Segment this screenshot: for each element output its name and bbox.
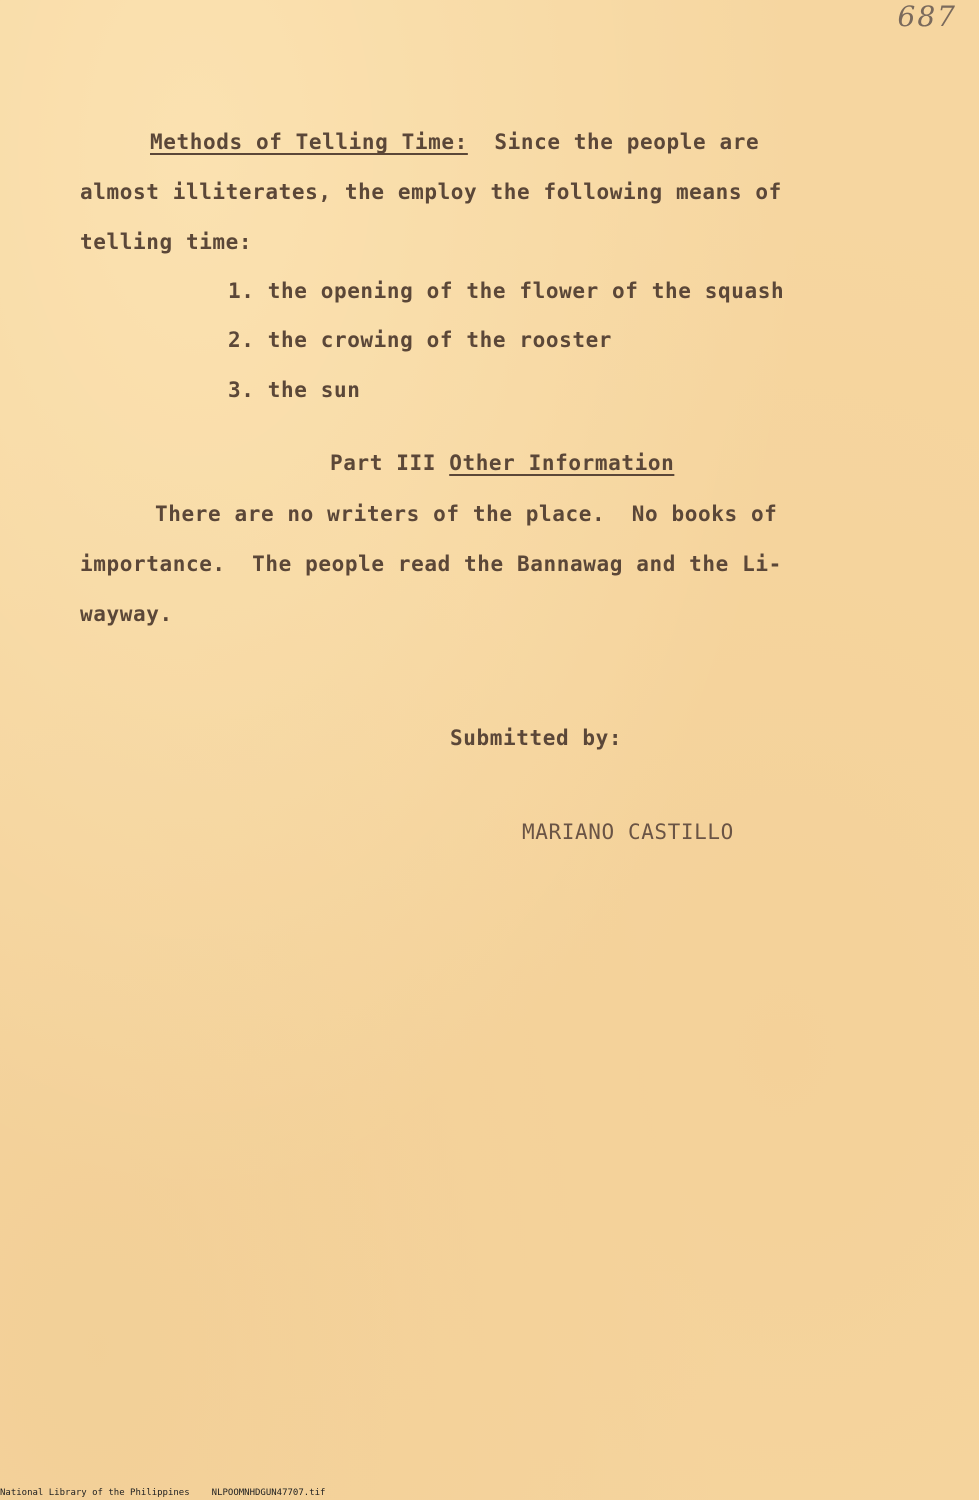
footer-source: National Library of the Philippines <box>0 1488 190 1498</box>
part-heading <box>330 449 674 477</box>
part-number: Part III <box>330 451 436 475</box>
scan-footer <box>0 1488 325 1498</box>
section-heading-methods: Methods of Telling Time: <box>150 130 468 154</box>
methods-paragraph-line-3: telling time: <box>80 230 253 254</box>
author-name: MARIANO CASTILLO <box>522 820 734 844</box>
footer-filename: NLPOOMNHDGUN47707.tif <box>211 1488 326 1498</box>
part3-paragraph-line-2: importance. The people read the Bannawag and the Li- <box>80 552 782 576</box>
page-number: 687 <box>897 0 957 33</box>
part3-paragraph-line-3: wayway. <box>80 602 173 626</box>
list-item: 1. the opening of the flower of the squash <box>228 279 785 303</box>
methods-intro-text: Since the people are <box>494 130 760 154</box>
section-methods-line-1 <box>150 128 759 156</box>
list-item: 2. the crowing of the rooster <box>228 328 613 352</box>
submitted-by-label: Submitted by: <box>450 726 623 750</box>
methods-paragraph-line-2: almost illiterates, the employ the following means of <box>80 180 782 204</box>
list-item: 3. the sun <box>228 378 361 402</box>
part-title: Other Information <box>449 451 675 475</box>
part3-paragraph-line-1: There are no writers of the place. No books of <box>155 502 778 526</box>
